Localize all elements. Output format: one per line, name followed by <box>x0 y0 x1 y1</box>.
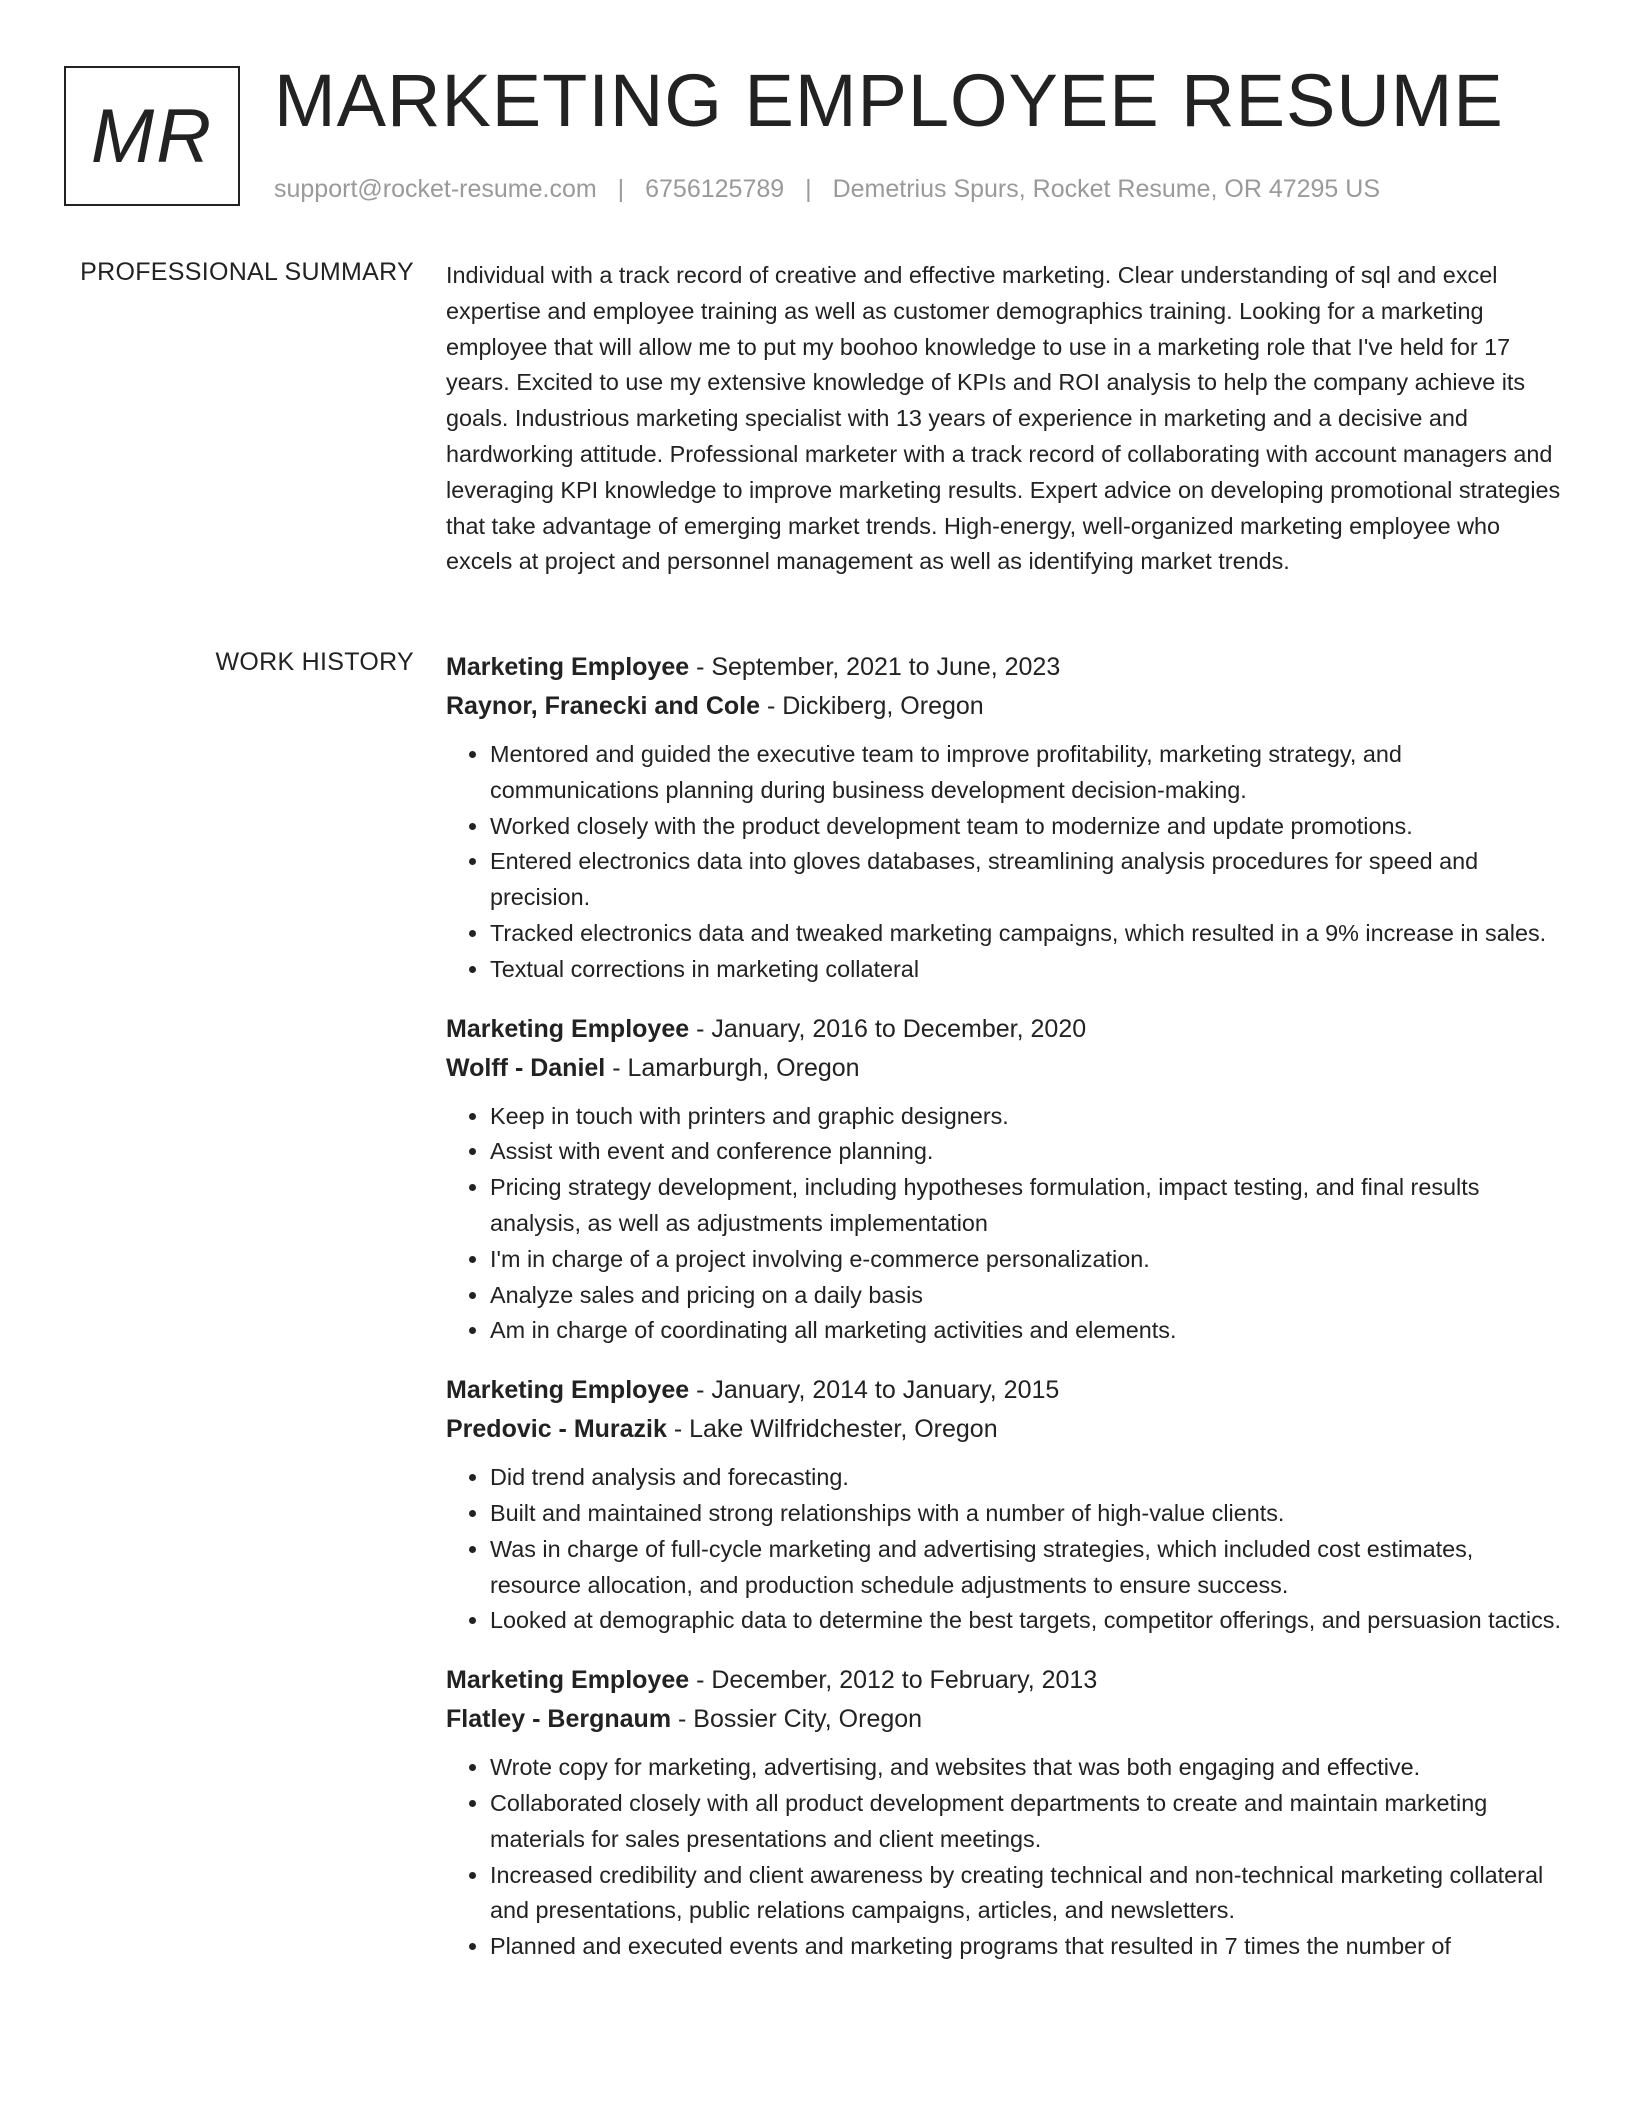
job-entry <box>446 1371 1562 1639</box>
job-bullet: • Collaborated closely with all product development departments to create and maintain marketing materials for sales presentations and client meetings. <box>490 1786 1562 1858</box>
page-title: MARKETING EMPLOYEE RESUME <box>274 59 1504 142</box>
job-location: - Lamarburgh, Oregon <box>605 1053 860 1082</box>
summary-heading: PROFESSIONAL SUMMARY <box>80 258 414 286</box>
job-entry <box>446 648 1562 988</box>
monogram-badge: MR <box>64 66 240 206</box>
job-title-line <box>446 648 1562 687</box>
contact-separator: | <box>617 175 625 203</box>
job-title-line <box>446 1371 1562 1410</box>
job-title-line <box>446 1010 1562 1049</box>
job-bullet: • Keep in touch with printers and graphic designers. <box>490 1099 1562 1135</box>
job-dates: - December, 2012 to February, 2013 <box>689 1666 1098 1695</box>
job-bullet: • Analyze sales and pricing on a daily basis <box>490 1278 1562 1314</box>
job-bullets <box>446 1099 1562 1350</box>
job-bullet: • Assist with event and conference planning. <box>490 1134 1562 1170</box>
summary-text: Individual with a track record of creative and effective marketing. Clear understanding of sql and excel expertise and employee training as well as customer demographics training. Looking for a marketing employee that will allow me to put my boohoo knowledge to use in a marketing role that I've held for 17 years. Excited to use my extensive knowledge of KPIs and ROI analysis to help the company achieve its goals. Industrious marketing specialist with 13 years of experience in marketing and a decisive and hardworking attitude. Professional marketer with a track record of collaborating with account managers and leveraging KPI knowledge to improve marketing results. Expert advice on developing promotional strategies that take advantage of emerging market trends. High-energy, well-organized marketing employee who excels at project and personnel management as well as identifying market trends. <box>446 262 1561 575</box>
job-title: Marketing Employee <box>446 653 690 681</box>
job-title: Marketing Employee <box>446 1376 690 1405</box>
contact-line <box>274 175 1380 204</box>
work-history-body <box>446 648 1562 1987</box>
job-company: Raynor, Franecki and Cole <box>446 692 760 720</box>
summary-body <box>446 258 1562 580</box>
job-bullet: • Built and maintained strong relationships with a number of high-value clients. <box>490 1496 1562 1532</box>
job-entry <box>446 1010 1562 1350</box>
job-bullet: • Am in charge of coordinating all marketing activities and elements. <box>490 1313 1562 1349</box>
job-bullet: • Was in charge of full-cycle marketing and advertising strategies, which included cost estimates, resource allocation, and production schedule adjustments to ensure success. <box>490 1532 1562 1604</box>
job-title: Marketing Employee <box>446 1014 690 1043</box>
job-dates: - September, 2021 to June, 2023 <box>689 653 1061 681</box>
job-company-line <box>446 1700 1562 1739</box>
contact-separator: | <box>805 175 812 203</box>
job-company-line <box>446 687 1562 726</box>
job-bullet: • I'm in charge of a project involving e-commerce personalization. <box>490 1242 1562 1278</box>
job-bullet: • Wrote copy for marketing, advertising, and websites that was both engaging and effective. <box>490 1750 1562 1786</box>
job-location: - Lake Wilfridchester, Oregon <box>666 1415 998 1444</box>
job-company-line <box>446 1049 1562 1088</box>
job-company: Wolff - Daniel <box>446 1053 606 1082</box>
job-bullet: • Did trend analysis and forecasting. <box>490 1460 1562 1496</box>
job-bullet: • Planned and executed events and marketing programs that resulted in 7 times the number of <box>490 1929 1562 1965</box>
job-company-line <box>446 1410 1562 1449</box>
job-bullet: • Looked at demographic data to determine the best targets, competitor offerings, and persuasion tactics. <box>490 1603 1562 1639</box>
contact-email: support@rocket-resume.com <box>274 175 597 203</box>
job-location: - Bossier City, Oregon <box>671 1705 923 1734</box>
job-bullet: • Entered electronics data into gloves databases, streamlining analysis procedures for speed and precision. <box>490 844 1562 916</box>
job-bullet: • Increased credibility and client awareness by creating technical and non-technical marketing collateral and presentations, public relations campaigns, articles, and newsletters. <box>490 1858 1562 1930</box>
job-title-line <box>446 1661 1562 1700</box>
contact-address: Demetrius Spurs, Rocket Resume, OR 47295 US <box>832 175 1381 203</box>
job-bullet: • Textual corrections in marketing collateral <box>490 952 1562 988</box>
job-bullet: • Tracked electronics data and tweaked marketing campaigns, which resulted in a 9% increase in sales. <box>490 916 1562 952</box>
job-bullet: • Pricing strategy development, including hypotheses formulation, impact testing, and final results analysis, as well as adjustments implementation <box>490 1170 1562 1242</box>
job-company: Predovic - Murazik <box>446 1415 667 1444</box>
job-bullet: • Worked closely with the product development team to modernize and update promotions. <box>490 809 1562 845</box>
job-bullets <box>446 1750 1562 1965</box>
job-bullet: • Mentored and guided the executive team to improve profitability, marketing strategy, and communications planning during business development decision-making. <box>490 737 1562 809</box>
job-company: Flatley - Bergnaum <box>446 1705 672 1734</box>
work-history-heading: WORK HISTORY <box>215 648 414 676</box>
job-bullets <box>446 1460 1562 1639</box>
job-bullets <box>446 737 1562 988</box>
job-title: Marketing Employee <box>446 1666 690 1695</box>
job-entry <box>446 1661 1562 1965</box>
job-dates: - January, 2014 to January, 2015 <box>689 1376 1060 1405</box>
contact-phone: 6756125789 <box>645 175 785 203</box>
job-dates: - January, 2016 to December, 2020 <box>689 1014 1087 1043</box>
job-location: - Dickiberg, Oregon <box>760 692 984 720</box>
